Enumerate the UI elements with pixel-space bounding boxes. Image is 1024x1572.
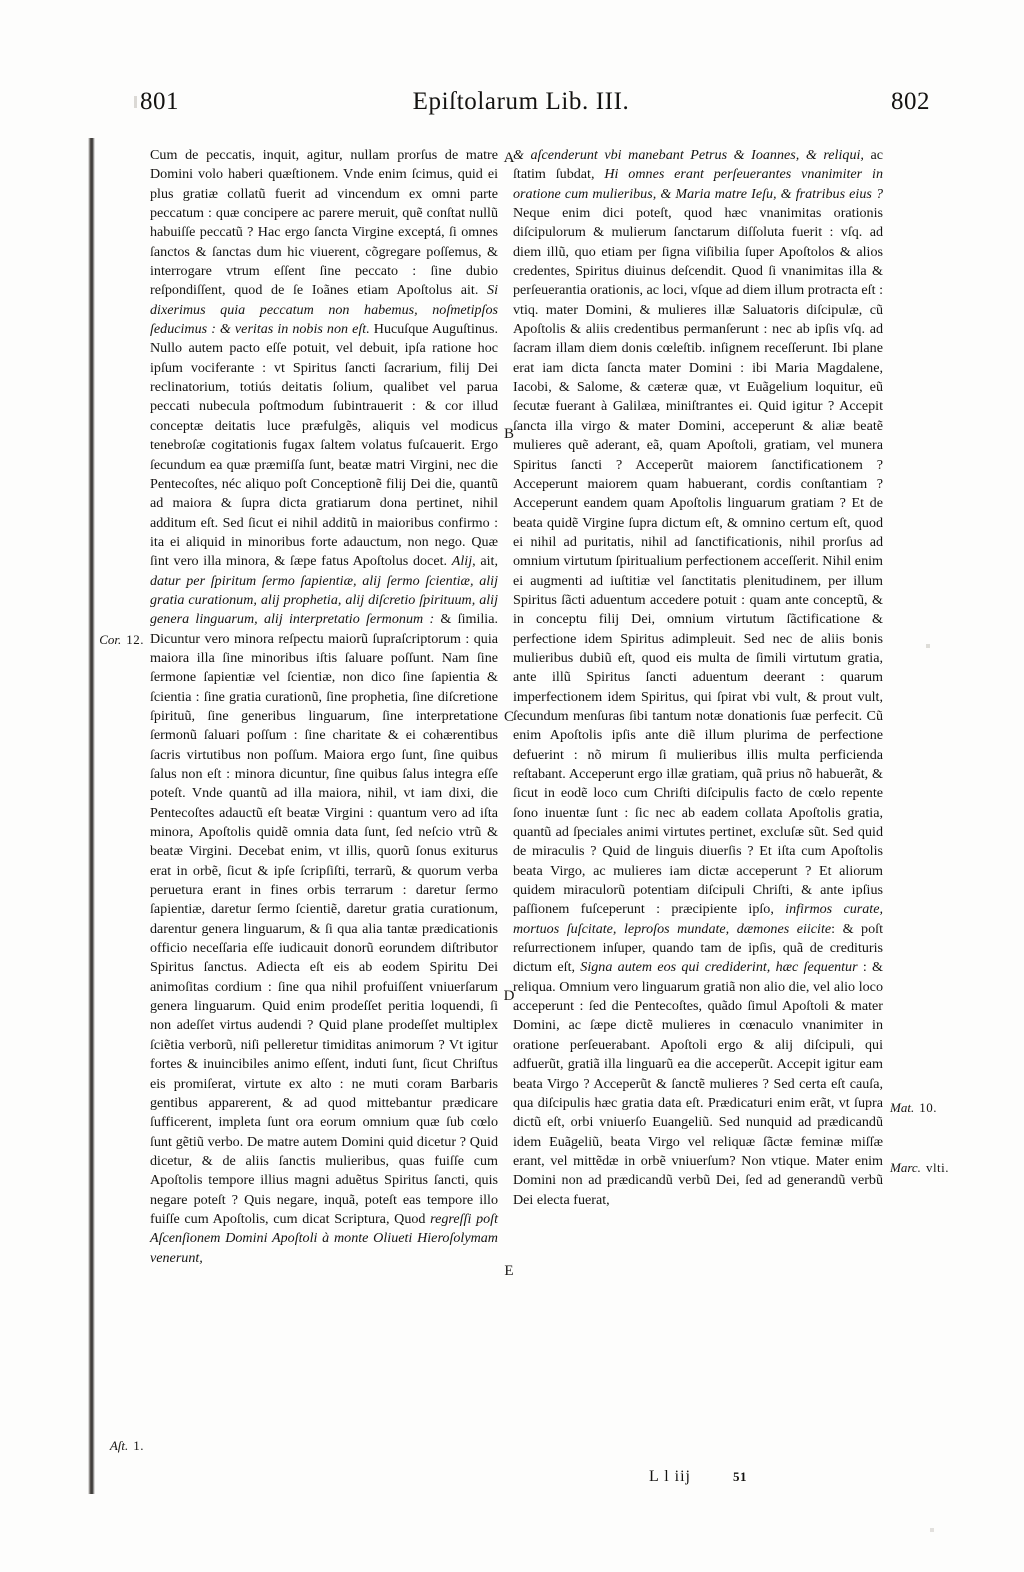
column-right <box>513 146 883 1210</box>
margin-note-cor-12 <box>82 632 144 648</box>
column-left-text: Cum de peccatis, inquit, agitur, nullam prorſus de matre Domini volo haberi quæſtionem. Vnde enim ſcimus, quid ei plus gratiæ collatũ fuerit ad vincendum ex omni parte peccatum : quæ concipere ac parere meruit, quẽ conſtat nullũ habuiſſe peccatũ ? Hac ergo ſancta Virgine exceptá, ſi omnes ſanctos & ſanctas dum hic viuerent, cõgregare poſſemus, & interrogare vtrum eſſent ſine peccato : ſine dubio reſpondiſſent, quod de ſe Ioãnes etiam Apoſtolus ait. Si dixerimus quia peccatum non habemus, noſmetipſos ſeducimus : & veritas in nobis non eſt. Hucuſque Auguſtinus. Nullo autem pacto eſſe potuit, vel debuit, ipſa ratione hoc ipſum vociferante : vt Spiritus ſancti ſacrarium, filij Dei reclinatorium, totiús deitatis ſolium, qualibet vel parua peccati nubecula poſtmodum ſubintrauerit : & cor illud conceptæ deitatis luce præfulgẽs, aliquis vel modicus tenebroſæ cogitationis fugax ſaltem volatus fuſcauerit. Ergo ſecundum ea quæ præmiſſa ſunt, beatæ matri Virgini, nec die Pentecoſtes, néc aliquo poſt Conceptionẽ filij Dei die, quantũ ad maiora & ſupra dicta gratiarum dona pertinet, nihil additum eſt. Sed ſicut ei nihil additũ in maioribus confirmo : ita ei aliquid in minoribus forte adauctum, non nego. Quæ ſint vero illa minora, & ſæpe fatus Apoſtolus docet. Alij, ait, datur per ſpiritum ſermo ſapientiæ, alij ſermo ſcientiæ, alij gratia curationum, alij prophetia, alij diſcretio ſpirituum, alij genera linguarum, alij interpretatio ſermonum : & ſimilia. Dicuntur vero minora reſpectu maiorũ ſupraſcriptorum : quia maiora illa ſine minoribus iſtis ſaluare poſſunt. Nam ſine ſermone ſapientiæ vel ſcientiæ, non dico ſine ſapientia & ſcientia : ſine gratia curationũ, ſine prophetia, ſine diſcretione ſpirituũ, ſine generibus linguarum, ſine interpretatione ſermonũ ſaluari poſſum : ſine charitate & ei cohærentibus ſacris virtutibus non poſſum. Maiora ergo ſunt, ſine quibus ſalus non eſt : minora dicuntur, ſine quibus ſalus integra eſſe poteſt. Vnde quantũ ad illa maiora, nihil, vt iam dixi, die Pentecoſtes adauctũ eſt beatæ Virgini : quantum vero ad iſta minora, Apoſtolis quidẽ omnia data ſunt, ſed neſcio vtrũ & beatæ Virgini. Decebat enim, vt illis, quorũ ſonus exiturus erat in orbẽ, ſicut & ipſe ſcripſiſti, terrarũ, & quorum verba peruetura erant in fines orbis terrarum : daretur ſermo ſapientiæ, daretur ſermo ſcientiẽ, daretur gratia curationum, darentur genera linguarum, & ſi qua alia tantæ prædicationis officio neceſſaria eſſe iudicauit donorũ eorundem diſtributor Spiritus ſanctus. Adiecta eſt eis ab eodem Spiritu Dei animoſitas cordium : ſine qua nihil profuiſſent vniuerſarum genera linguarum. Quid enim prodeſſet peritia loquendi, ſi non adeſſet virtus audendi ? Quid plane prodeſſet multiplex ſciẽtia verborũ, niſi pelleretur timiditas animorum ? Vt igitur fortes & inuincibiles animo eſſent, induti ſunt, ſicut Chriſtus eis promiſerat, virtute ex alto : ne muti coram Barbaris gentibus apparerent, & ad quod mittebantur prædicare ſufficerent, impleta ſunt ora eorum omnium quæ ſub cœlo ſunt gẽtiũ verbo. De matre autem Domini quid dicetur ? Quid dicetur, & de aliis ſanctis mulieribus, quas fuiſſe cum Apoſtolis tempore illius magni aduẽtus Spiritus ſancti, quis negare poteſt ? Quis negare, inquã, poteſt eas tempore illo fuiſſe cum Apoſtolis, cum dicat Scriptura, Quod regreſſi poſt Aſcenſionem Domini Apoſtoli à monte Oliueti Hieroſolymam venerunt, <box>150 147 498 1266</box>
margin-note-mat-10 <box>890 1100 937 1116</box>
margin-note-marc-vlti <box>890 1160 949 1176</box>
margin-note-number: vlti. <box>925 1160 950 1175</box>
folio-number-right: 802 <box>891 88 930 115</box>
margin-note-act-1 <box>82 1438 144 1454</box>
margin-note-ref: Marc. <box>890 1160 921 1175</box>
gutter-marker-d: D <box>503 988 515 1004</box>
margin-note-number: 10. <box>919 1100 937 1115</box>
signature-mark: L l iij <box>649 1468 691 1485</box>
column-right-text: & aſcenderunt vbi manebant Petrus & Ioannes, & reliqui, ac ſtatim ſubdat, Hi omnes erant perſeuerantes vnanimiter in oratione cum mulieribus, & Maria matre Ieſu, & fratribus eius ? Neque enim dici poteſt, quod hæc vnanimitas orationis diſcipulorum & mulierum ſanctarum diſſoluta fuerit : vſq. ad diem illũ, quo etiam per ſigna viſibilia ſuper Apoſtolos & alios credentes, Spiritus diuinus deſcendit. Quod ſi vnanimitas illa & perſeuerantia orationis, ac loci, vſque ad diem illum protracta eſt : vtiq. mater Domini, & mulieres illæ Saluatoris diſcipulæ, cũ Apoſtolis & aliis credentibus permanſerunt : nec ab ipſis vſq. ad ſacram illam diem donis cœleſtib. inſignem receſſerunt. Ibi plane erat iam dicta ſancta mater Domini : ibi Maria Magdalene, Iacobi, & Salome, & cæteræ quæ, vt Euãgelium loquitur, eũ ſecutæ fuerant à Galilæa, miniſtrantes ei. Quid igitur ? Accepit ſancta illa virgo & mater Domini, acceperunt & aliæ beatẽ mulieres quẽ aderant, eã, quam Apoſtoli, gratiam, vel munera Spiritus ſancti ? Acceperũt maiorem ſanctificationem ? Acceperunt maiorem quam habuerant, cordis conſtantiam ? Acceperunt eandem quam Apoſtolis linguarum gratiam ? Et de beata quidẽ Virgine ſupra dictum eſt, & omnino certum eſt, quod ei nihil ad puritatis, nihil ad ſanctificationis, nihil prorſus ad omnium virtutum ſpiritualium perfectionem acceſſerit. Nihil enim ei augmenti ad iuſtitiæ vel ſanctitatis plenitudinem, per illum Spiritus ſãcti aduentum accedere potuit : quam ante conceptũ, & in conceptu filij Dei, omnium virtutum ſãctificatione & perfectione idem Spiritus adimpleuit. Sed nec de aliis bonis mulieribus dubiũ eſt, quod eis multa de ſimili virtutum gratia, ante illũ Spiritus ſancti aduentum deerant : quarum imperfectionem idem Spiritus, qui ſpirat vbi vult, & prout vult, ſecundum menſuras ſibi tantum notæ donationis ſuæ perfecit. Cũ enim Apoſtolis ipſis ante diẽ illum plurima de perfectione defuerint : nõ mirum ſi mulieribus illis multa perficienda reſtabant. Acceperunt ergo illæ gratiam, quã prius nõ habuerãt, & ſicut in eodẽ loco cum Chriſti diſcipulis facto de cœlo repente ſono inuentæ ſunt : ſic nec ab eadem collata Apoſtolis gratia, quantũ ad ſpeciales animi virtutes pertinet, excluſæ sũt. Sed quid de miraculis ? Quid de linguis diuerſis ? Et iſta cum Apoſtolis beata Virgo, ac mulieres iam dictæ acceperunt ? Et aliorum quidem miraculorũ potentiam diſcipuli Chriſti, & ante ipſius paſſionem fuſceperunt : præcipiente ipſo, infirmos curate, mortuos ſuſcitate, leproſos mundate, dæmones eiicite: & poſt reſurrectionem inſuper, quando tam de ipſis, quã de credituris dictum eſt, Signa autem eos qui crediderint, hæc ſequentur : & reliqua. Omnium vero linguarum gratiã non alio die, vel alio loco acceperunt : ſed die Pentecoſtes, quãdo ſimul Apoſtoli & mater Domini, ac ſæpe dictẽ mulieres in cœnaculo vnanimiter in oratione perſeuerabant. Apoſtoli ergo & alij diſcipuli, qui adfuerũt, gratiã illa linguarũ ea die acceperũt. Accepit igitur eam beata Virgo ? Acceperũt & ſanctẽ mulieres ? Sed certa eſt cauſa, qua diſcipulis hæc gratia data eſt. Prædicaturi enim erãt, vt ſupra dictũ eſt, orbi vniuerſo Euangeliũ. Sed nunquid ad prædicandũ idem Euãgeliũ, beata Virgo vel reliquæ ſãctæ feminæ miſſæ erant, vel mittẽdæ in orbẽ vniuerſum? Non vtique. Mater enim Domini non ad prædicandũ verbũ Dei, ſed ad generandũ verbũ Dei electa fuerat, <box>513 147 883 1208</box>
margin-note-ref: Cor. <box>99 632 122 647</box>
binding-gutter-shadow <box>88 138 95 1494</box>
gutter-marker-c: C <box>503 709 514 725</box>
footer-signature-line <box>513 1468 883 1486</box>
scan-speck <box>930 1528 934 1532</box>
column-left <box>150 146 498 1268</box>
gutter-marker-a: A <box>503 150 515 166</box>
gutter-marker-b: B <box>503 426 514 442</box>
page-title: Epiſtolarum Lib. III. <box>412 88 630 115</box>
sheet-number: 51 <box>732 1469 747 1484</box>
folio-number-left: 801 <box>140 88 179 115</box>
running-head <box>140 88 930 122</box>
margin-note-ref: Aſt. <box>109 1438 129 1453</box>
scan-speck <box>134 96 137 108</box>
margin-note-number: 12. <box>126 632 144 647</box>
margin-note-ref: Mat. <box>890 1100 915 1115</box>
margin-note-number: 1. <box>133 1438 144 1453</box>
gutter-marker-e: E <box>504 1263 514 1279</box>
scan-speck <box>926 644 930 648</box>
